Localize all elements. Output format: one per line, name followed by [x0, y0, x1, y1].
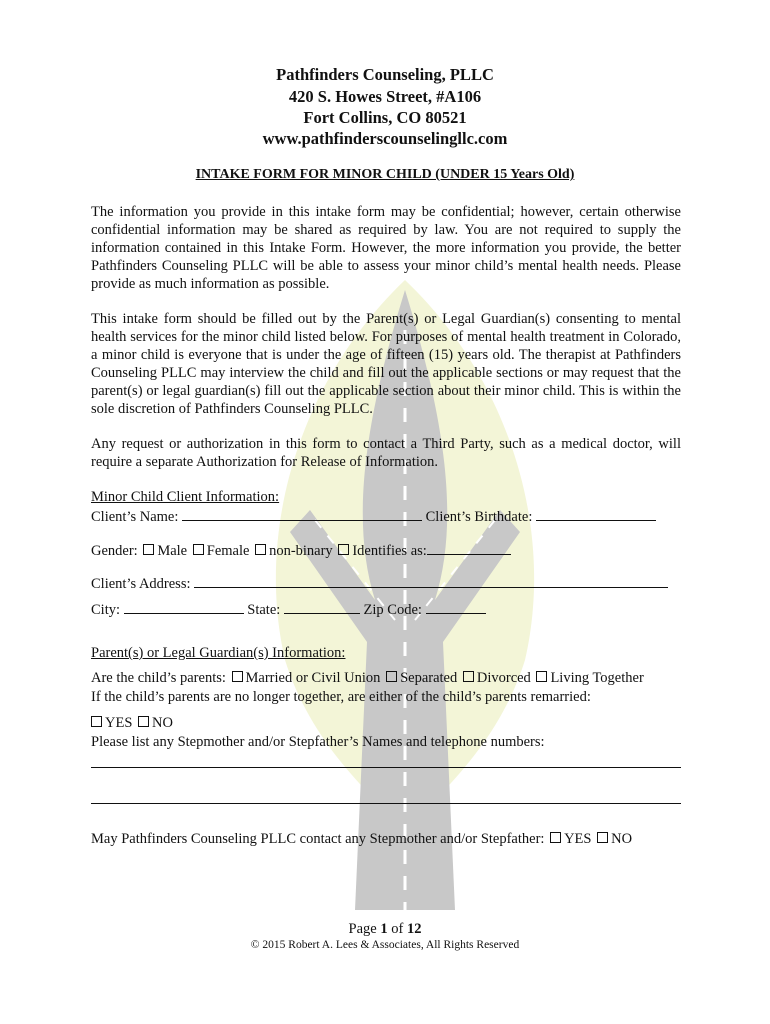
stepparent-prompt: Please list any Stepmother and/or Stepfather’s Names and telephone numbers:: [91, 734, 545, 750]
zip-field[interactable]: [426, 600, 486, 614]
intro-paragraph-who-fills: This intake form should be filled out by the Parent(s) or Legal Guardian(s) consenting to mental health services for the minor child listed below. For purposes of mental health treatment in Colorado, a minor child is everyone that is under the age of fifteen (15) years old. The therapist at Pathfinders Counseling PLLC may interview the child and fill out the applicable sections or may request that the parent(s) or legal guardian(s) fill out the applicable section about their minor child. This is within the sole discretion of Pathfinders Counseling PLLC.: [91, 311, 681, 417]
stepparent-line-2[interactable]: [91, 803, 681, 804]
gender-row: [91, 541, 511, 560]
city-state-zip-row: [91, 600, 486, 619]
client-address-field[interactable]: [194, 574, 668, 588]
page-of: of: [391, 921, 404, 937]
child-section-heading: Minor Child Client Information:: [91, 489, 280, 505]
copyright-notice: © 2015 Robert A. Lees & Associates, All Rights Reserved: [250, 939, 520, 951]
remarried-no-checkbox[interactable]: [138, 716, 149, 727]
gender-label: Gender:: [91, 543, 138, 559]
gender-male-checkbox[interactable]: [143, 544, 154, 555]
gender-female-label: Female: [206, 543, 250, 559]
parent-section-heading: Parent(s) or Legal Guardian(s) Information:: [91, 645, 346, 661]
remarried-yes-label: YES: [105, 715, 133, 731]
gender-identifies-checkbox[interactable]: [338, 544, 349, 555]
contact-yes-label: YES: [564, 831, 592, 847]
client-birthdate-label: Client’s Birthdate:: [425, 509, 533, 525]
child-name-row: [91, 507, 656, 526]
page-number: [0, 921, 770, 938]
city-field[interactable]: [124, 600, 244, 614]
stepparent-line-1[interactable]: [91, 767, 681, 768]
status-separated-checkbox[interactable]: [386, 671, 397, 682]
client-name-label: Client’s Name:: [91, 509, 179, 525]
state-label: State:: [247, 602, 281, 618]
client-address-label: Client’s Address:: [91, 576, 191, 592]
stepparent-contact-question: May Pathfinders Counseling PLLC contact any Stepmother and/or Stepfather:: [91, 831, 545, 847]
gender-female-checkbox[interactable]: [193, 544, 204, 555]
org-city-line: Fort Collins, CO 80521: [303, 108, 467, 127]
remarried-yes-checkbox[interactable]: [91, 716, 102, 727]
contact-yes-checkbox[interactable]: [550, 832, 561, 843]
status-separated-label: Separated: [400, 670, 458, 686]
status-married-label: Married or Civil Union: [245, 670, 381, 686]
intro-paragraph-confidentiality: The information you provide in this intake form may be confidential; however, certain otherwise confidential information may be shared as required by law. You are not required to supply the information contained in this Intake Form. However, the more information you provide, the better Pathfinders Counseling PLLC will be able to assess your minor child’s mental health needs. Please provide as much information as possible.: [91, 204, 681, 292]
gender-nonbinary-label: non-binary: [269, 543, 333, 559]
gender-nonbinary-checkbox[interactable]: [255, 544, 266, 555]
stepparent-contact-row: [91, 831, 632, 848]
gender-male-label: Male: [157, 543, 188, 559]
remarried-question: If the child’s parents are no longer together, are either of the child’s parents remarried:: [91, 689, 591, 705]
state-field[interactable]: [284, 600, 360, 614]
status-living-together-label: Living Together: [550, 670, 644, 686]
status-divorced-label: Divorced: [476, 670, 531, 686]
city-label: City:: [91, 602, 121, 618]
contact-no-label: NO: [611, 831, 633, 847]
gender-identifies-field[interactable]: [427, 541, 511, 555]
page-total: 12: [406, 921, 422, 937]
contact-no-checkbox[interactable]: [597, 832, 608, 843]
status-married-checkbox[interactable]: [232, 671, 243, 682]
zip-label: Zip Code:: [363, 602, 422, 618]
page-current: 1: [380, 921, 388, 937]
org-website: www.pathfinderscounselingllc.com: [262, 129, 508, 148]
parent-status-row: [91, 670, 644, 687]
client-name-field[interactable]: [182, 507, 422, 521]
status-living-together-checkbox[interactable]: [536, 671, 547, 682]
gender-identifies-label: Identifies as:: [352, 543, 427, 559]
intro-paragraph-third-party: Any request or authorization in this form to contact a Third Party, such as a medical doctor, will require a separate Authorization for Release of Information.: [91, 436, 681, 470]
org-street: 420 S. Howes Street, #A106: [288, 87, 482, 106]
address-row: [91, 574, 668, 593]
form-title: INTAKE FORM FOR MINOR CHILD (UNDER 15 Years Old): [195, 167, 575, 182]
status-divorced-checkbox[interactable]: [463, 671, 474, 682]
page-prefix: Page: [348, 921, 377, 937]
remarried-no-label: NO: [152, 715, 173, 731]
org-name: Pathfinders Counseling, PLLC: [276, 65, 494, 84]
client-birthdate-field[interactable]: [536, 507, 656, 521]
parent-status-label: Are the child’s parents:: [91, 670, 226, 686]
remarried-answer-row: [91, 715, 173, 732]
